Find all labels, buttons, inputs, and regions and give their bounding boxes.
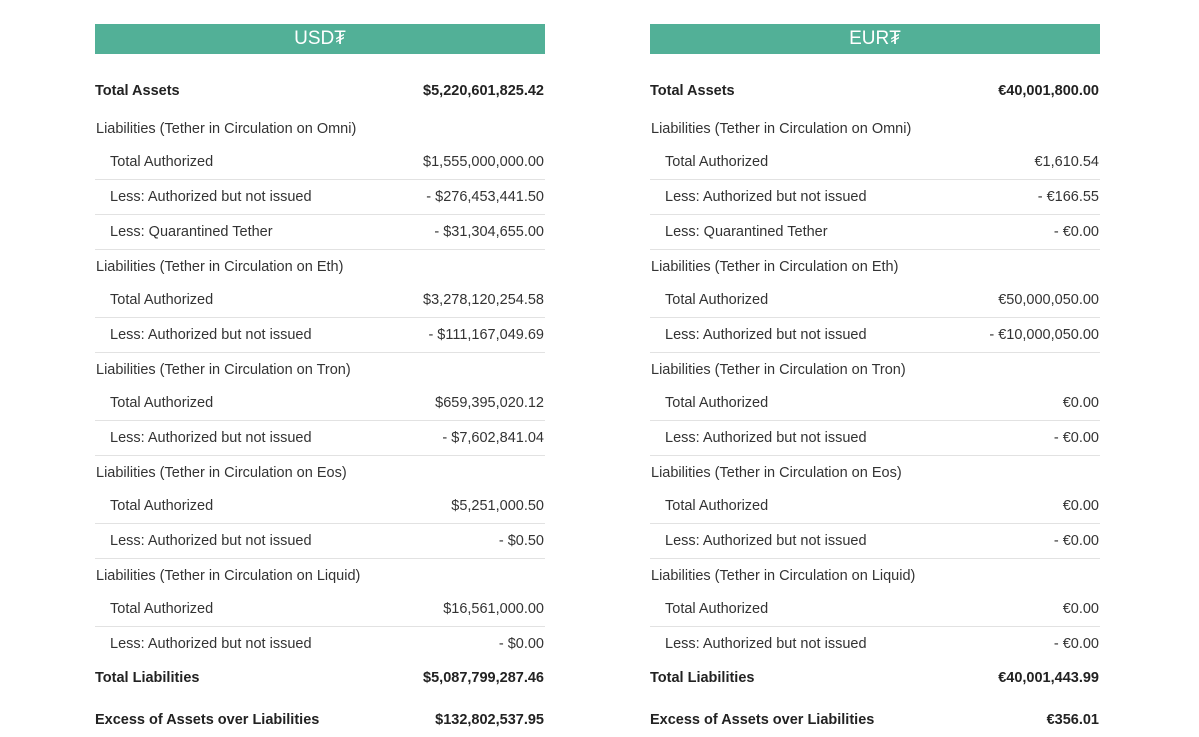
liability-row-label: Less: Authorized but not issued — [110, 533, 312, 549]
liability-row-value: €1,610.54 — [1034, 154, 1099, 170]
total-assets-row — [650, 74, 1100, 108]
liability-row-label: Total Authorized — [665, 292, 769, 308]
liability-row — [95, 180, 545, 215]
liability-row — [650, 524, 1100, 559]
liability-row — [650, 318, 1100, 353]
liability-row-value: $659,395,020.12 — [435, 395, 544, 411]
liability-row-value: - €0.00 — [1053, 533, 1099, 549]
total-assets-label: Total Assets — [650, 83, 735, 99]
liability-row-value: €0.00 — [1062, 498, 1099, 514]
liability-row — [95, 421, 545, 456]
liability-row — [95, 318, 545, 353]
liability-row — [95, 489, 545, 524]
liability-row — [95, 627, 545, 661]
excess-label: Excess of Assets over Liabilities — [95, 712, 320, 728]
liability-row-label: Less: Quarantined Tether — [665, 224, 828, 240]
liability-row-value: - $276,453,441.50 — [426, 189, 544, 205]
liability-row — [95, 283, 545, 318]
section-title-text: Liabilities (Tether in Circulation on Liquid) — [96, 567, 361, 584]
liability-row — [95, 592, 545, 627]
total-liabilities-row — [95, 661, 545, 695]
liability-row-value: $5,251,000.50 — [451, 498, 544, 514]
liability-row — [650, 145, 1100, 180]
liability-row-value: €50,000,050.00 — [998, 292, 1099, 308]
excess-label: Excess of Assets over Liabilities — [650, 712, 875, 728]
total-assets-value: $5,220,601,825.42 — [423, 83, 544, 99]
liability-row-label: Total Authorized — [110, 395, 214, 411]
liability-section-title — [650, 112, 1100, 145]
liability-row-value: $1,555,000,000.00 — [423, 154, 544, 170]
liability-row-value: - €10,000,050.00 — [989, 327, 1099, 343]
liability-row — [650, 627, 1100, 661]
usd-panel — [95, 24, 545, 737]
liability-row-value: €0.00 — [1062, 395, 1099, 411]
liability-section-title — [650, 250, 1100, 283]
liability-row-label: Total Authorized — [665, 154, 769, 170]
liability-row — [95, 215, 545, 250]
liability-section-title — [650, 353, 1100, 386]
liability-row-label: Total Authorized — [665, 395, 769, 411]
liability-row-label: Less: Authorized but not issued — [110, 636, 312, 652]
liability-row-label: Total Authorized — [110, 601, 214, 617]
excess-value: $132,802,537.95 — [435, 712, 544, 728]
section-title-text: Liabilities (Tether in Circulation on Omni) — [96, 120, 357, 137]
liability-row-label: Less: Authorized but not issued — [665, 533, 867, 549]
liability-section-title — [650, 559, 1100, 592]
panel-header: EUR₮ — [650, 24, 1100, 54]
liability-row-value: - $31,304,655.00 — [434, 224, 544, 240]
liability-row — [650, 489, 1100, 524]
liability-row — [650, 421, 1100, 456]
excess-row — [95, 703, 545, 737]
liability-row — [650, 180, 1100, 215]
total-liabilities-row — [650, 661, 1100, 695]
liability-row-value: - $7,602,841.04 — [442, 430, 544, 446]
section-title-text: Liabilities (Tether in Circulation on Eos) — [651, 464, 902, 481]
section-title-text: Liabilities (Tether in Circulation on Eos) — [96, 464, 347, 481]
panel-header: USD₮ — [95, 24, 545, 54]
liability-row-label: Total Authorized — [110, 498, 214, 514]
liability-row-label: Total Authorized — [665, 498, 769, 514]
liability-row-label: Less: Authorized but not issued — [110, 327, 312, 343]
liability-row — [650, 592, 1100, 627]
section-title-text: Liabilities (Tether in Circulation on Tron) — [651, 361, 906, 378]
liability-row — [650, 283, 1100, 318]
liability-row — [95, 145, 545, 180]
liability-row-label: Less: Authorized but not issued — [110, 430, 312, 446]
liability-row-label: Total Authorized — [665, 601, 769, 617]
liability-row-value: €0.00 — [1062, 601, 1099, 617]
section-title-text: Liabilities (Tether in Circulation on Tron) — [96, 361, 351, 378]
liability-row-label: Less: Authorized but not issued — [665, 327, 867, 343]
eur-panel — [650, 24, 1100, 737]
total-liabilities-value: €40,001,443.99 — [998, 670, 1099, 686]
excess-value: €356.01 — [1046, 712, 1099, 728]
liability-row-label: Total Authorized — [110, 292, 214, 308]
section-title-text: Liabilities (Tether in Circulation on Eth) — [651, 258, 899, 275]
liability-row — [95, 524, 545, 559]
liability-row-value: $16,561,000.00 — [443, 601, 544, 617]
liability-row-value: - €0.00 — [1053, 430, 1099, 446]
liability-row-value: - €0.00 — [1053, 224, 1099, 240]
liability-section-title — [95, 250, 545, 283]
liability-row — [650, 215, 1100, 250]
total-liabilities-value: $5,087,799,287.46 — [423, 670, 544, 686]
liability-row-label: Less: Authorized but not issued — [665, 189, 867, 205]
liability-row-label: Less: Quarantined Tether — [110, 224, 273, 240]
liability-section-title — [95, 559, 545, 592]
section-title-text: Liabilities (Tether in Circulation on Liquid) — [651, 567, 916, 584]
total-assets-value: €40,001,800.00 — [998, 83, 1099, 99]
liability-row-value: - $0.50 — [498, 533, 544, 549]
liability-row-value: - $111,167,049.69 — [428, 327, 544, 343]
section-title-text: Liabilities (Tether in Circulation on Omni) — [651, 120, 912, 137]
liability-row-value: - €0.00 — [1053, 636, 1099, 652]
liability-row — [650, 386, 1100, 421]
liability-row-label: Less: Authorized but not issued — [665, 430, 867, 446]
liability-row-label: Less: Authorized but not issued — [110, 189, 312, 205]
section-title-text: Liabilities (Tether in Circulation on Eth) — [96, 258, 344, 275]
liability-section-title — [650, 456, 1100, 489]
total-liabilities-label: Total Liabilities — [95, 670, 200, 686]
total-liabilities-label: Total Liabilities — [650, 670, 755, 686]
liability-section-title — [95, 456, 545, 489]
liability-section-title — [95, 112, 545, 145]
excess-row — [650, 703, 1100, 737]
total-assets-label: Total Assets — [95, 83, 180, 99]
liability-row-value: - €166.55 — [1037, 189, 1099, 205]
liability-row-label: Less: Authorized but not issued — [665, 636, 867, 652]
liability-row — [95, 386, 545, 421]
liability-row-value: $3,278,120,254.58 — [423, 292, 544, 308]
liability-row-label: Total Authorized — [110, 154, 214, 170]
liability-row-value: - $0.00 — [498, 636, 544, 652]
total-assets-row — [95, 74, 545, 108]
liability-section-title — [95, 353, 545, 386]
